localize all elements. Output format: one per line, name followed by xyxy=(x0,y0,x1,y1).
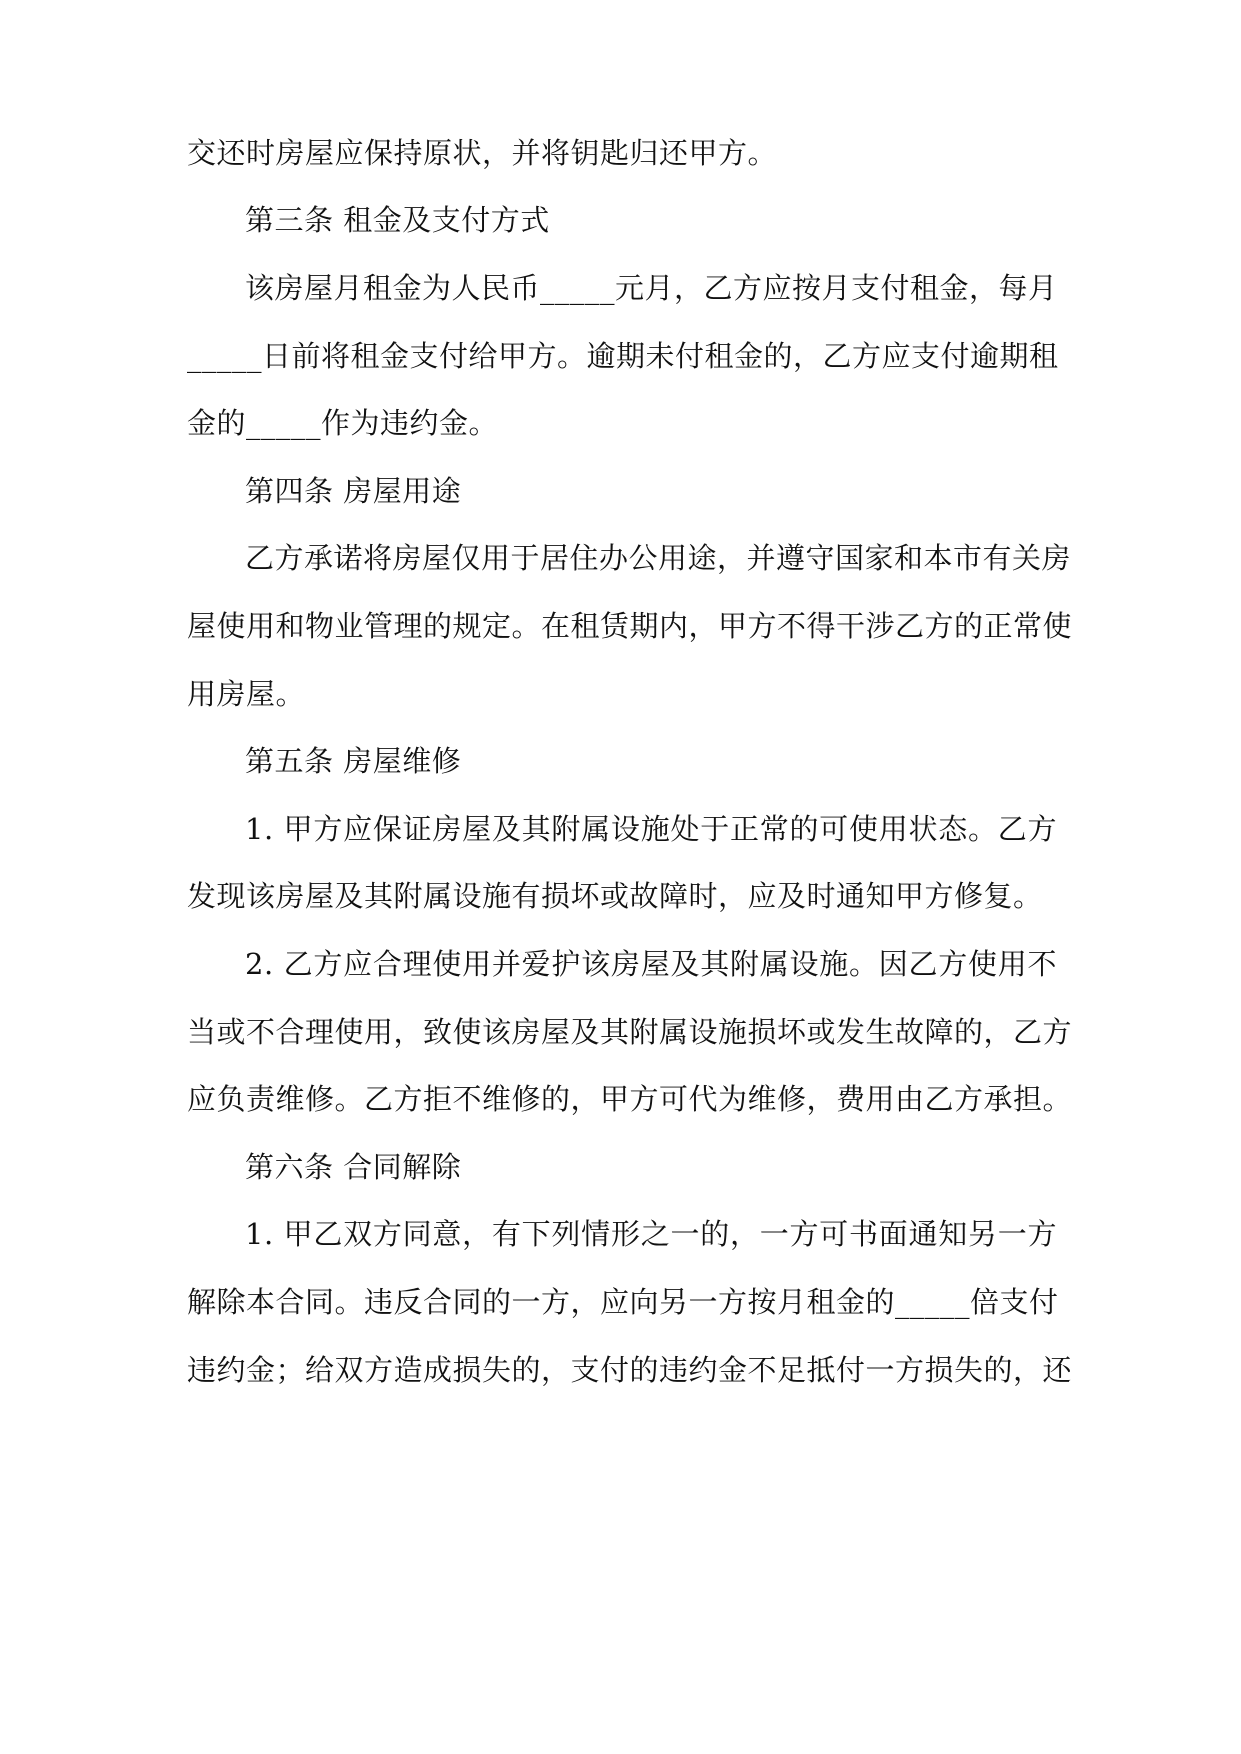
section-heading: 第三条 租金及支付方式 xyxy=(245,203,550,237)
paragraph-line: 解除本合同。违反合同的一方，应向另一方按月租金的_____倍支付 xyxy=(187,1285,1059,1319)
paragraph-line: 屋使用和物业管理的规定。在租赁期内，甲方不得干涉乙方的正常使 xyxy=(187,609,1073,643)
paragraph-line: _____日前将租金支付给甲方。逾期未付租金的，乙方应支付逾期租 xyxy=(187,339,1059,373)
list-item-line: 1. 甲方应保证房屋及其附属设施处于正常的可使用状态。乙方 xyxy=(245,812,1057,846)
paragraph-line: 乙方承诺将房屋仅用于居住办公用途，并遵守国家和本市有关房 xyxy=(245,541,1072,575)
section-heading: 第五条 房屋维修 xyxy=(245,744,462,778)
paragraph-line: 当或不合理使用，致使该房屋及其附属设施损坏或发生故障的，乙方 xyxy=(187,1015,1073,1049)
paragraph-line: 交还时房屋应保持原状，并将钥匙归还甲方。 xyxy=(187,136,778,170)
section-heading: 第六条 合同解除 xyxy=(245,1150,462,1184)
paragraph-line: 该房屋月租金为人民币_____元月，乙方应按月支付租金，每月 xyxy=(245,271,1058,305)
paragraph-line: 金的_____作为违约金。 xyxy=(187,406,499,440)
paragraph-line: 应负责维修。乙方拒不维修的，甲方可代为维修，费用由乙方承担。 xyxy=(187,1082,1073,1116)
list-item-line: 1. 甲乙双方同意，有下列情形之一的，一方可书面通知另一方 xyxy=(245,1217,1057,1251)
section-heading: 第四条 房屋用途 xyxy=(245,474,462,508)
list-item-line: 2. 乙方应合理使用并爱护该房屋及其附属设施。因乙方使用不 xyxy=(245,947,1057,981)
paragraph-line: 发现该房屋及其附属设施有损坏或故障时，应及时通知甲方修复。 xyxy=(187,879,1043,913)
paragraph-line: 违约金；给双方造成损失的，支付的违约金不足抵付一方损失的，还 xyxy=(187,1353,1073,1387)
paragraph-line: 用房屋。 xyxy=(187,677,306,711)
